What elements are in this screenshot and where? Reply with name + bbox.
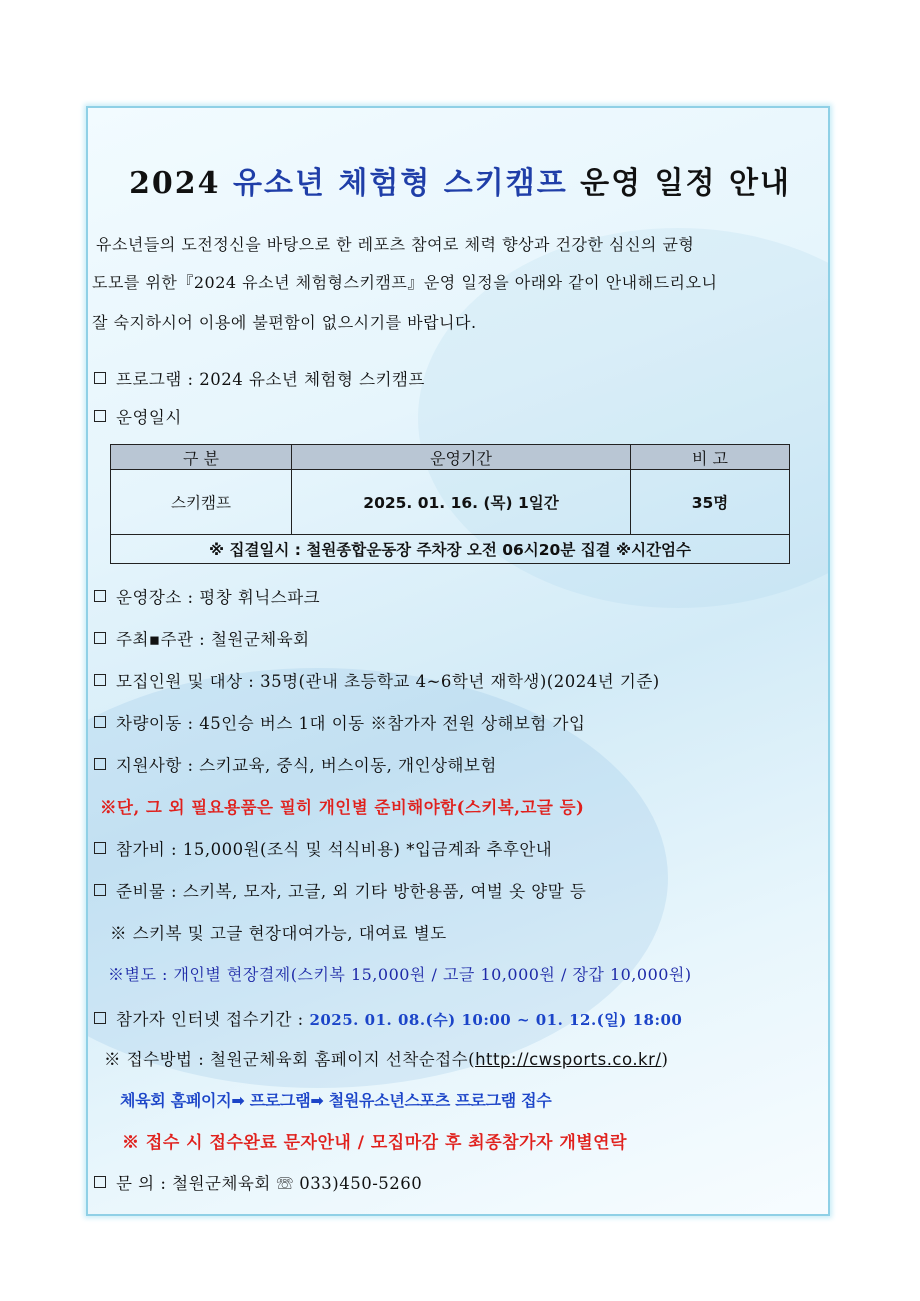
- checkbox-square-icon: [94, 410, 106, 422]
- checkbox-square-icon: [94, 716, 106, 728]
- checkbox-square-icon: [94, 1012, 106, 1024]
- table-note-row: [111, 535, 790, 564]
- table-header-row: [111, 445, 790, 470]
- intro-line: 잘 숙지하시어 이용에 불편함이 없으시기를 바랍니다.: [92, 313, 477, 332]
- intro-line: 유소년들의 도전정신을 바탕으로 한 레포츠 참여로 체력 향상과 건강한 심신의 균형: [96, 235, 695, 254]
- homepage-link[interactable]: http://cwsports.co.kr/: [475, 1050, 662, 1069]
- host-item: 주최▪주관 : 철원군체육회: [94, 626, 310, 650]
- recruit-item: 모집인원 및 대상 : 35명(관내 초등학교 4~6학년 재학생)(2024년 기준): [94, 668, 660, 692]
- prep-item: 준비물 : 스키복, 모자, 고글, 외 기타 방한용품, 여벌 옷 양말 등: [94, 878, 586, 902]
- support-note: ※단, 그 외 필요용품은 필히 개인별 준비해야함(스키복,고글 등): [100, 798, 585, 817]
- cell-period: 2025. 01. 16. (목) 1일간: [292, 470, 631, 535]
- checkbox-square-icon: [94, 1176, 106, 1188]
- header-category: 구 분: [111, 445, 292, 470]
- transport-item: 차량이동 : 45인승 버스 1대 이동 ※참가자 전원 상해보험 가입: [94, 710, 585, 734]
- venue-item: 운영장소 : 평창 휘닉스파크: [94, 584, 320, 608]
- registration-period-item: 참가자 인터넷 접수기간 : 2025. 01. 08.(수) 10:00 ~ 01. 12.(일) 18:00: [94, 1006, 682, 1030]
- support-item: 지원사항 : 스키교육, 중식, 버스이동, 개인상해보험: [94, 752, 497, 776]
- checkbox-square-icon: [94, 632, 106, 644]
- table-row: [111, 470, 790, 535]
- program-item: 프로그램 : 2024 유소년 체험형 스키캠프: [94, 366, 425, 390]
- fee-item: 참가비 : 15,000원(조식 및 석식비용) *입금계좌 추후안내: [94, 836, 552, 860]
- registration-method: ※ 접수방법 : 철원군체육회 홈페이지 선착순접수(http://cwsports.co.kr/): [104, 1050, 669, 1069]
- registration-period: 2025. 01. 08.(수) 10:00 ~ 01. 12.(일) 18:00: [309, 1011, 683, 1029]
- checkbox-square-icon: [94, 372, 106, 384]
- registration-path: 체육회 홈페이지➡ 프로그램➡ 철원유소년스포츠 프로그램 접수: [120, 1091, 552, 1110]
- title-rest: 운영 일정 안내: [567, 166, 791, 201]
- checkbox-square-icon: [94, 758, 106, 770]
- cell-category: 스키캠프: [111, 470, 292, 535]
- registration-notice: ※ 접수 시 접수완료 문자안내 / 모집마감 후 최종참가자 개별연락: [122, 1133, 628, 1153]
- checkbox-square-icon: [94, 590, 106, 602]
- contact-item: 문 의 : 철원군체육회 ☏ 033)450-5260: [94, 1170, 422, 1194]
- checkbox-square-icon: [94, 674, 106, 686]
- page-title: [0, 158, 920, 202]
- title-year: 2024: [129, 166, 234, 201]
- assembly-note: ※ 집결일시 : 철원종합운동장 주차장 오전 06시20분 집결 ※시간엄수: [111, 535, 790, 564]
- schedule-heading: 운영일시: [94, 404, 182, 428]
- checkbox-square-icon: [94, 842, 106, 854]
- title-highlight: 유소년 체험형 스키캠프: [233, 166, 568, 201]
- cell-remarks: 35명: [631, 470, 790, 535]
- schedule-table: [110, 444, 790, 564]
- header-remarks: 비 고: [631, 445, 790, 470]
- rental-note: ※별도 : 개인별 현장결제(스키복 15,000원 / 고글 10,000원 / 장갑 10,000원): [108, 965, 692, 984]
- prep-note: ※ 스키복 및 고글 현장대여가능, 대여료 별도: [110, 924, 447, 943]
- intro-line: 도모를 위한『2024 유소년 체험형스키캠프』운영 일정을 아래와 같이 안내해드리오니: [92, 273, 718, 292]
- header-period: 운영기간: [292, 445, 631, 470]
- checkbox-square-icon: [94, 884, 106, 896]
